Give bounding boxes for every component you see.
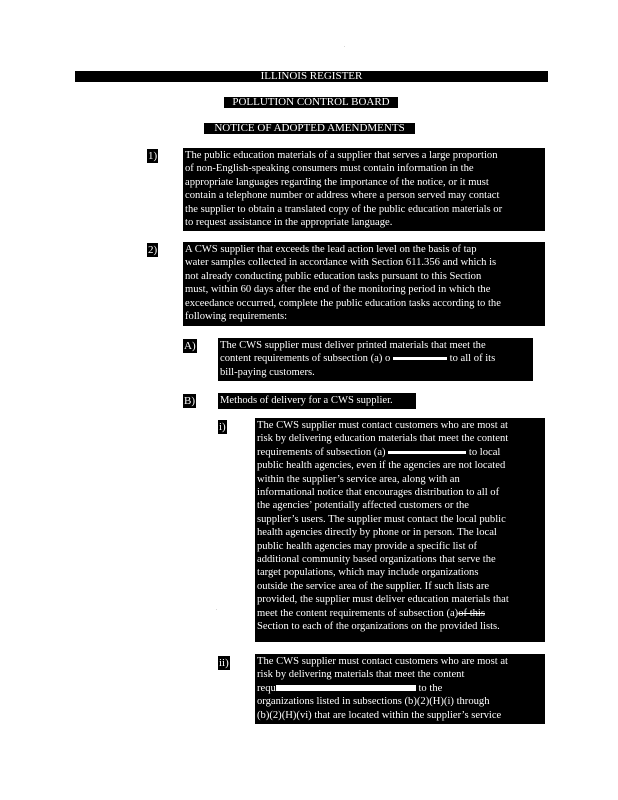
section-1-line: of non-English-speaking consumers must contain information in the: [185, 163, 474, 175]
register-title: ILLINOIS REGISTER: [260, 70, 363, 82]
notice-header: [204, 123, 415, 134]
redaction-mark: [388, 451, 466, 454]
item-i-line: risk by delivering education materials that meet the content: [257, 433, 509, 445]
item-i-label: i): [219, 421, 226, 433]
item-i-line: the agencies’ potentially affected customers or the: [257, 500, 469, 512]
section-2-line: water samples collected in accordance with Section 611.356 and which is: [185, 257, 497, 269]
section-2-line: must, within 60 days after the end of the monitoring period in which the: [185, 284, 491, 296]
redaction-mark: [393, 357, 447, 360]
item-i-line: informational notice that encourages distribution to all of: [257, 487, 500, 499]
redaction-mark: [276, 685, 416, 691]
section-1-line: contain a telephone number or address where a person served may contact: [185, 190, 500, 202]
section-2-line: following requirements:: [185, 311, 288, 323]
subsection-b-text: Methods of delivery for a CWS supplier.: [218, 393, 416, 409]
section-1-text: [183, 148, 545, 231]
item-i-line: health agencies directly by phone or in person. The local: [257, 527, 497, 539]
subsection-a-line: The CWS supplier must deliver printed materials that meet the: [220, 340, 486, 351]
scan-speck: [216, 609, 217, 610]
subsection-a-line: content requirements of subsection (a) o to all of its: [220, 353, 496, 365]
item-ii-line: organizations listed in subsections (b)(2)(H)(i) through: [257, 696, 490, 708]
board-title: POLLUTION CONTROL BOARD: [232, 96, 390, 108]
item-i-line: public health agencies, even if the agencies are not located: [257, 460, 506, 472]
item-ii-line: The CWS supplier must contact customers who are most at: [257, 656, 508, 667]
item-i-line: within the supplier’s service area, along with an: [257, 473, 460, 485]
struck-text: of this: [458, 607, 485, 619]
item-ii-label: ii): [219, 657, 229, 669]
section-1-label: 1): [148, 150, 158, 162]
subsection-a-label: A): [184, 340, 196, 352]
scan-speck: [344, 46, 345, 47]
register-header: [75, 71, 548, 82]
subsection-b-label: B): [184, 395, 195, 407]
item-ii-line: risk by delivering materials that meet the content: [257, 669, 465, 681]
section-2-text: [183, 242, 545, 326]
notice-title: NOTICE OF ADOPTED AMENDMENTS: [214, 122, 405, 134]
section-2-line: exceedance occurred, complete the public education tasks according to the: [185, 297, 501, 309]
subsection-a-line: bill-paying customers.: [220, 366, 315, 378]
item-i-line: target populations, which may include organizations: [257, 567, 479, 579]
item-i-line: additional community based organizations that serve the: [257, 554, 496, 566]
item-i-line: Section to each of the organizations on the provided lists.: [257, 621, 500, 633]
item-i-line: provided, the supplier must deliver education materials that: [257, 594, 509, 606]
item-i-text: [255, 418, 545, 642]
item-i-line: meet the content requirements of subsection (a)of this: [257, 607, 485, 619]
item-i-line: requirements of subsection (a) to local: [257, 446, 501, 458]
section-2-line: A CWS supplier that exceeds the lead action level on the basis of tap: [185, 244, 477, 255]
item-ii-text: [255, 654, 545, 724]
item-i-line: supplier’s users. The supplier must contact the local public: [257, 513, 506, 525]
item-i-line: The CWS supplier must contact customers who are most at: [257, 420, 508, 431]
section-2-line: not already conducting public education tasks pursuant to this Section: [185, 270, 482, 282]
board-header: [224, 97, 398, 108]
section-1-line: the supplier to obtain a translated copy of the public education materials or: [185, 203, 503, 215]
item-ii-line: (b)(2)(H)(vi) that are located within the supplier’s service: [257, 709, 502, 721]
section-2-label: 2): [148, 244, 158, 256]
item-ii-line: requ to the: [257, 682, 443, 694]
section-1-line: The public education materials of a supplier that serves a large proportion: [185, 150, 498, 161]
section-1-line: to request assistance in the appropriate language.: [185, 217, 393, 229]
section-1-line: appropriate languages regarding the importance of the notice, or it must: [185, 176, 489, 188]
item-i-line: outside the service area of the supplier. If such lists are: [257, 580, 490, 592]
item-i-line: public health agencies may provide a specific list of: [257, 540, 478, 552]
subsection-a-text: [218, 338, 533, 381]
